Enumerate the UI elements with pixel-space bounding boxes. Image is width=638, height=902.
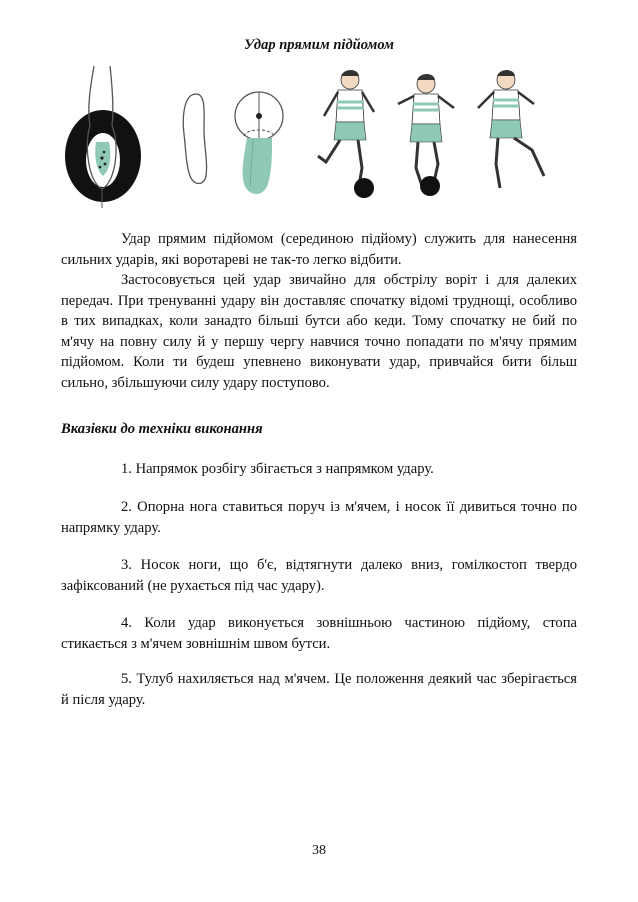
guidelines-heading: Вказівки до техніки виконання — [61, 421, 263, 437]
ball-2 — [420, 176, 440, 196]
player-2-figure — [398, 74, 454, 196]
guideline-item-3: 3. Носок ноги, що б'є, відтягнути далеко вниз, гомілкостоп твердо зафіксований (не рухається під час удару). — [61, 557, 577, 594]
guideline-item-2: 2. Опорна нога ставиться поруч із м'ячем, і носок її дивиться точно по напрямку удару. — [61, 499, 577, 536]
guideline-item-4: 4. Коли удар виконується зовнішньою частиною підйому, стопа стикається з м'ячем зовнішнім швом бутси. — [61, 615, 577, 652]
guideline-item-5: 5. Тулуб нахиляється над м'ячем. Це положення деякий час зберігається й після удару. — [61, 671, 577, 708]
foot-green — [243, 138, 272, 194]
page-number: 38 — [312, 843, 326, 858]
page-title: Удар прямим підйомом — [244, 37, 394, 53]
guideline-item-1: 1. Напрямок розбігу збігається з напрямком удару. — [121, 461, 434, 477]
player-1-figure — [318, 70, 374, 198]
ball-1 — [354, 178, 374, 198]
foot-contact-diagram — [50, 64, 290, 209]
player-3-figure — [478, 70, 544, 188]
kick-sequence-illustration — [306, 64, 560, 204]
body-paragraph-1: Удар прямим підйомом (серединою підйому) служить для нанесення сильних ударів, які воротареві не так-то легко відбити. — [61, 231, 577, 268]
foot-sole-outline — [183, 94, 206, 184]
body-paragraph-2: Застосовується цей удар звичайно для обстрілу воріт і для далеких передач. При тренуванні удару він доставляє спочатку відомі труднощі, особливо в тих випадках, коли занадто більші бутси або кеди. Тому спочатку не бий по м'ячу на повну силу й у першу чергу навчися точно попадати по м'ячу прямим підйомом. Коли ти будеш упевнено виконувати удар, привчайся бити більш сильно, збільшуючи силу удару поступово. — [61, 272, 577, 391]
